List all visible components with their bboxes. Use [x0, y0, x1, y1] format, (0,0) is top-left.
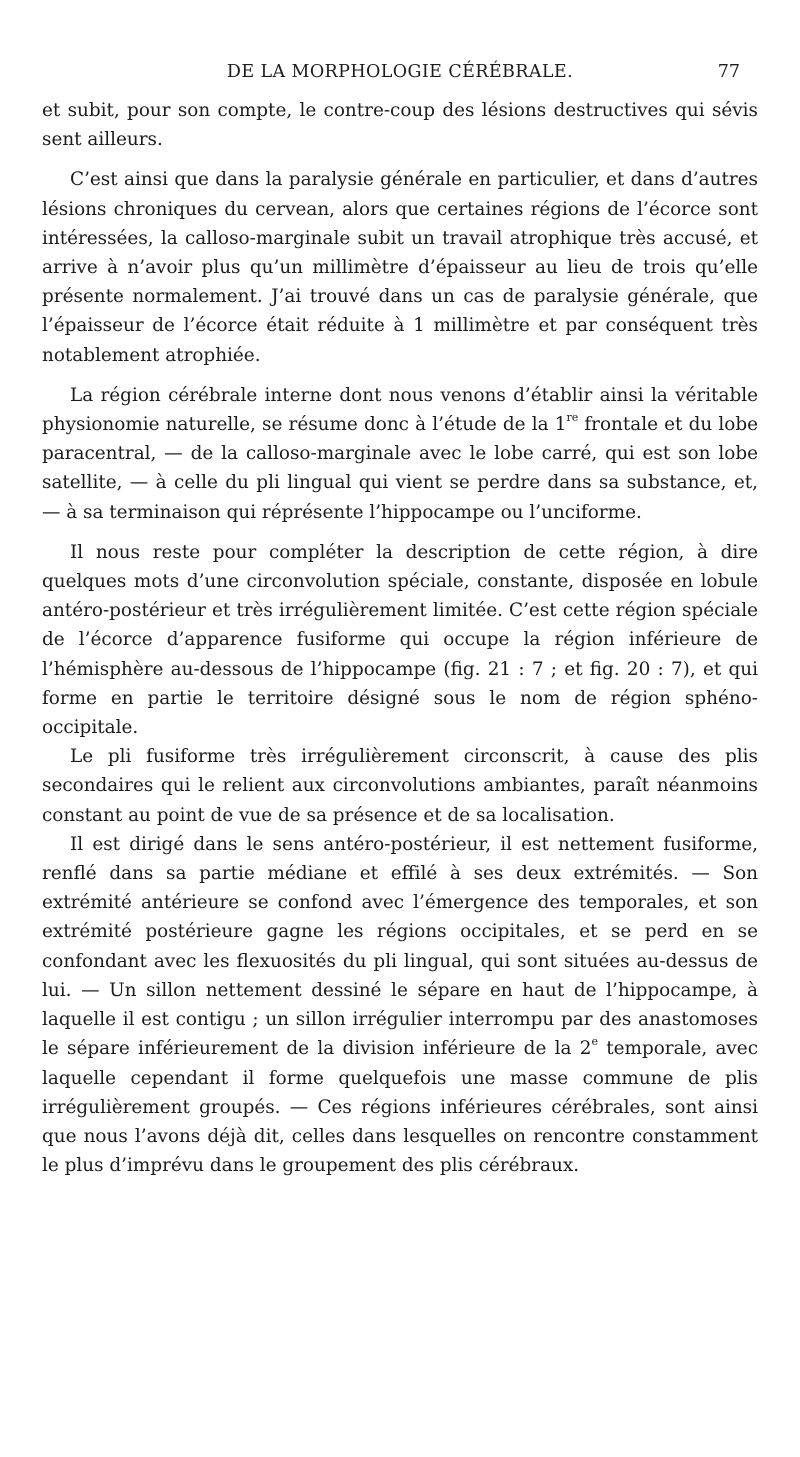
paragraph-text: frontale et du lobe paracentral, — de la calloso-marginale avec le lobe carré, qui est son lobe satellite, — à celle du pli lingual qui vient se perdre dans sa substance, et, — à sa terminaison qui réprésente l’hippocampe ou l’unciforme.: [42, 414, 758, 523]
paragraph-circonvolution-speciale: Il nous reste pour compléter la description de cette région, à dire quelques mots d’une circonvolution spéciale, constante, disposée en lobule antéro-postérieur et très irrégulièrement limitée. C’est cette région spéciale de l’écorce d’apparence fusiforme qui occupe la région inférieure de l’hémisphère au-dessous de l’hippocampe (fig. 21 : 7 ; et fig. 20 : 7), et qui forme en partie le territoire désigné sous le nom de région sphéno-occipitale.: [42, 541, 758, 739]
paragraph-paralysie-generale: C’est ainsi que dans la paralysie générale en particulier, et dans d’autres lésions chroniques du cervean, alors que certaines régions de l’écorce sont intéressées, la calloso-marginale subit un travail atrophique très accusé, et arrive à n’avoir plus qu’un millimètre d’épaisseur au lieu de trois qu’elle présente normalement. J’ai trouvé dans un cas de paralysie générale, que l’épaisseur de l’écorce était réduite à 1 millimètre et par conséquent très notablement atrophiée.: [42, 169, 758, 366]
superscript: re: [566, 410, 579, 424]
body-text: [42, 96, 758, 1191]
paragraph-text: temporale, avec laquelle cependant il forme quelquefois une masse commune de plis irrégulièrement groupés. — Ces régions inférieures cérébrales, sont ainsi que nous l’avons déjà dit, celles dans lesquelles on rencontre constamment le plus d’imprévu dans le groupement des plis cérébraux.: [42, 1038, 758, 1177]
paragraph-pli-fusiforme: Le pli fusiforme très irrégulièrement circonscrit, à cause des plis secondaires qui le relient aux circonvolutions ambiantes, paraît néanmoins constant au point de vue de sa présence et de sa localisation.: [42, 746, 758, 826]
running-head: [60, 62, 740, 88]
superscript: e: [591, 1035, 598, 1049]
page-number: 77: [717, 62, 740, 82]
paragraph-region-cerebrale-interne: [42, 381, 758, 527]
running-title: DE LA MORPHOLOGIE CÉRÉBRALE.: [226, 62, 574, 82]
paragraph-text: Il est dirigé dans le sens antéro-postérieur, il est nettement fusiforme, renflé dans sa partie médiane et effilé à ses deux extrémités. — Son extrémité antérieure se confond avec l’émergence des temporales, et son extrémité postérieure gagne les régions occipitales, et se perd en se confondant avec les flexuosités du pli lingual, qui sont situées au-dessus de lui. — Un sillon nettement dessiné le sépare en haut de l’hippocampe, à laquelle il est contigu ; un sillon irrégulier interrompu par des anastomoses le sépare inférieurement de la division inférieure de la 2: [42, 833, 758, 1060]
paragraph-direction-antero-posterieure: [42, 830, 758, 1180]
paragraph-text: La région cérébrale interne dont nous venons d’établir ainsi la véritable physionomie naturelle, se résume donc à l’étude de la 1: [42, 384, 758, 436]
paragraph-continuation: et subit, pour son compte, le contre-coup des lésions destructives qui sévis sent ailleurs.: [42, 100, 758, 151]
